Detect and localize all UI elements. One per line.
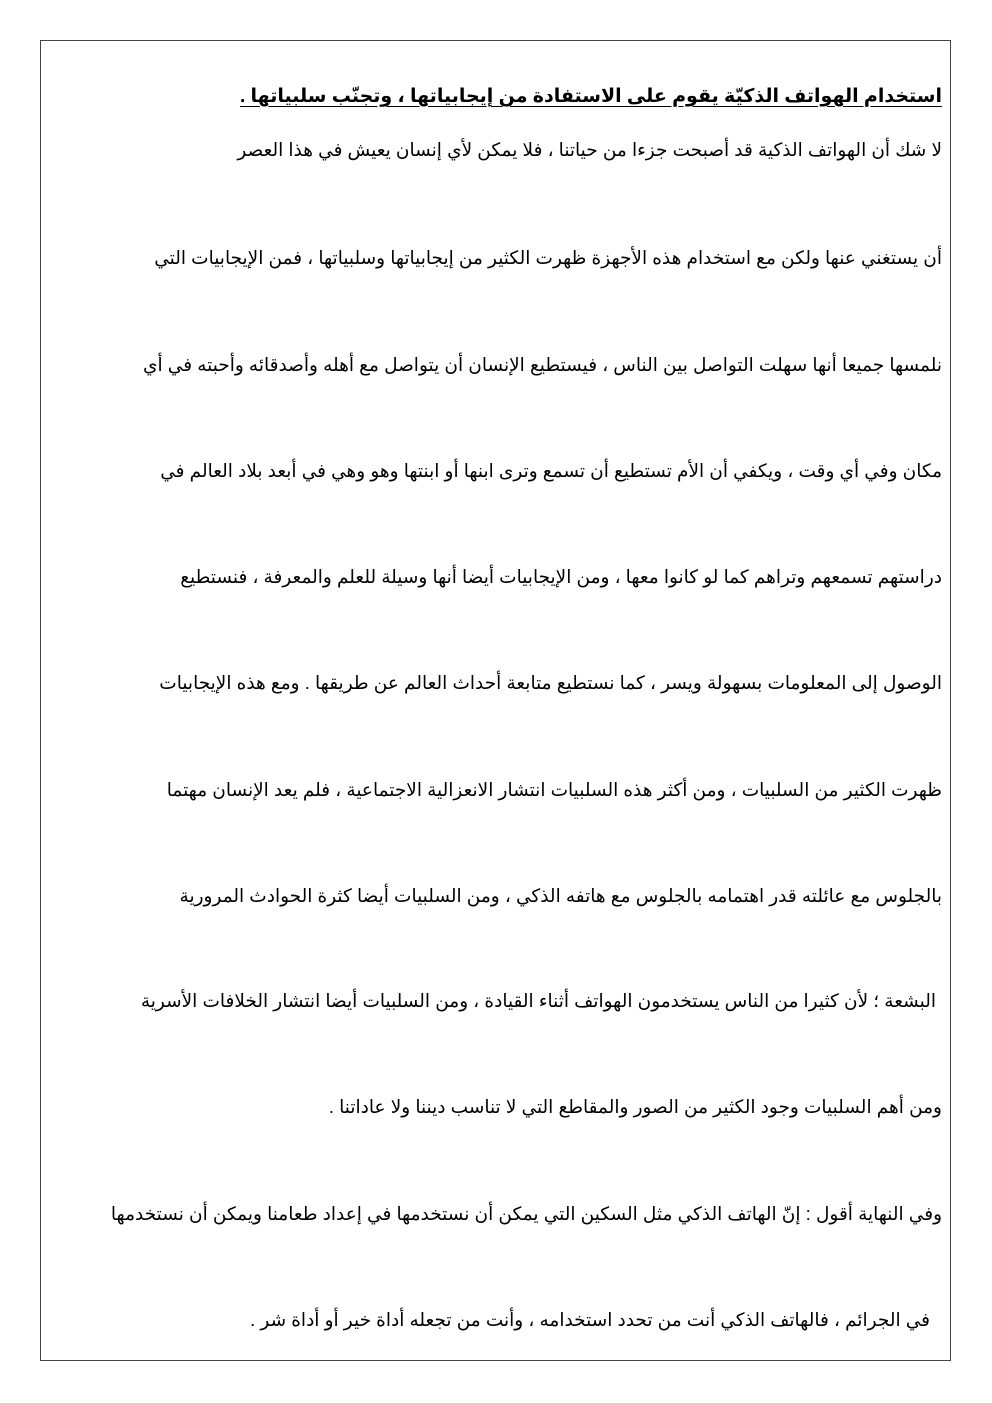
essay-line: الوصول إلى المعلومات بسهولة ويسر ، كما نستطيع متابعة أحداث العالم عن طريقها . ومع هذه الإيجابيات xyxy=(159,672,942,693)
essay-line: نلمسها جميعا أنها سهلت التواصل بين الناس ، فيستطيع الإنسان أن يتواصل مع أهله وأصدقائه وأحبته في أي xyxy=(143,354,942,375)
essay-line: ظهرت الكثير من السلبيات ، ومن أكثر هذه السلبيات انتشار الانعزالية الاجتماعية ، فلم يعد الإنسان مهتما xyxy=(166,779,942,800)
essay-body xyxy=(41,41,950,1360)
essay-line: دراستهم تسمعهم وتراهم كما لو كانوا معها ، ومن الإيجابيات أيضا أنها وسيلة للعلم والمعرفة ، فنستطيع xyxy=(180,566,942,587)
page-frame xyxy=(40,40,951,1361)
essay-line: أن يستغني عنها ولكن مع استخدام هذه الأجهزة ظهرت الكثير من إيجابياتها وسلبياتها ، فمن الإيجابيات التي xyxy=(154,247,942,268)
essay-title: استخدام الهواتف الذكيّة يقوم على الاستفادة من إيجابياتها ، وتجنّب سلبياتها . xyxy=(239,86,942,107)
essay-line: البشعة ؛ لأن كثيرا من الناس يستخدمون الهواتف أثناء القيادة ، ومن السلبيات أيضا انتشار الخلافات الأسرية xyxy=(140,990,936,1011)
essay-line: ومن أهم السلبيات وجود الكثير من الصور والمقاطع التي لا تناسب ديننا ولا عاداتنا . xyxy=(328,1096,942,1117)
essay-line: لا شك أن الهواتف الذكية قد أصبحت جزءا من حياتنا ، فلا يمكن لأي إنسان يعيش في هذا العصر xyxy=(237,139,942,160)
essay-line: وفي النهاية أقول : إنّ الهاتف الذكي مثل السكين التي يمكن أن نستخدمها في إعداد طعامنا ويمكن أن نستخدمها xyxy=(110,1203,942,1224)
essay-line: في الجرائم ، فالهاتف الذكي أنت من تحدد استخدامه ، وأنت من تجعله أداة خير أو أداة شر . xyxy=(250,1309,930,1330)
essay-line: بالجلوس مع عائلته قدر اهتمامه بالجلوس مع هاتفه الذكي ، ومن السلبيات أيضا كثرة الحوادث المرورية xyxy=(179,885,942,906)
essay-line: مكان وفي أي وقت ، ويكفي أن الأم تستطيع أن تسمع وترى ابنها أو ابنتها وهو وهي في أبعد بلاد العالم في xyxy=(160,460,942,481)
